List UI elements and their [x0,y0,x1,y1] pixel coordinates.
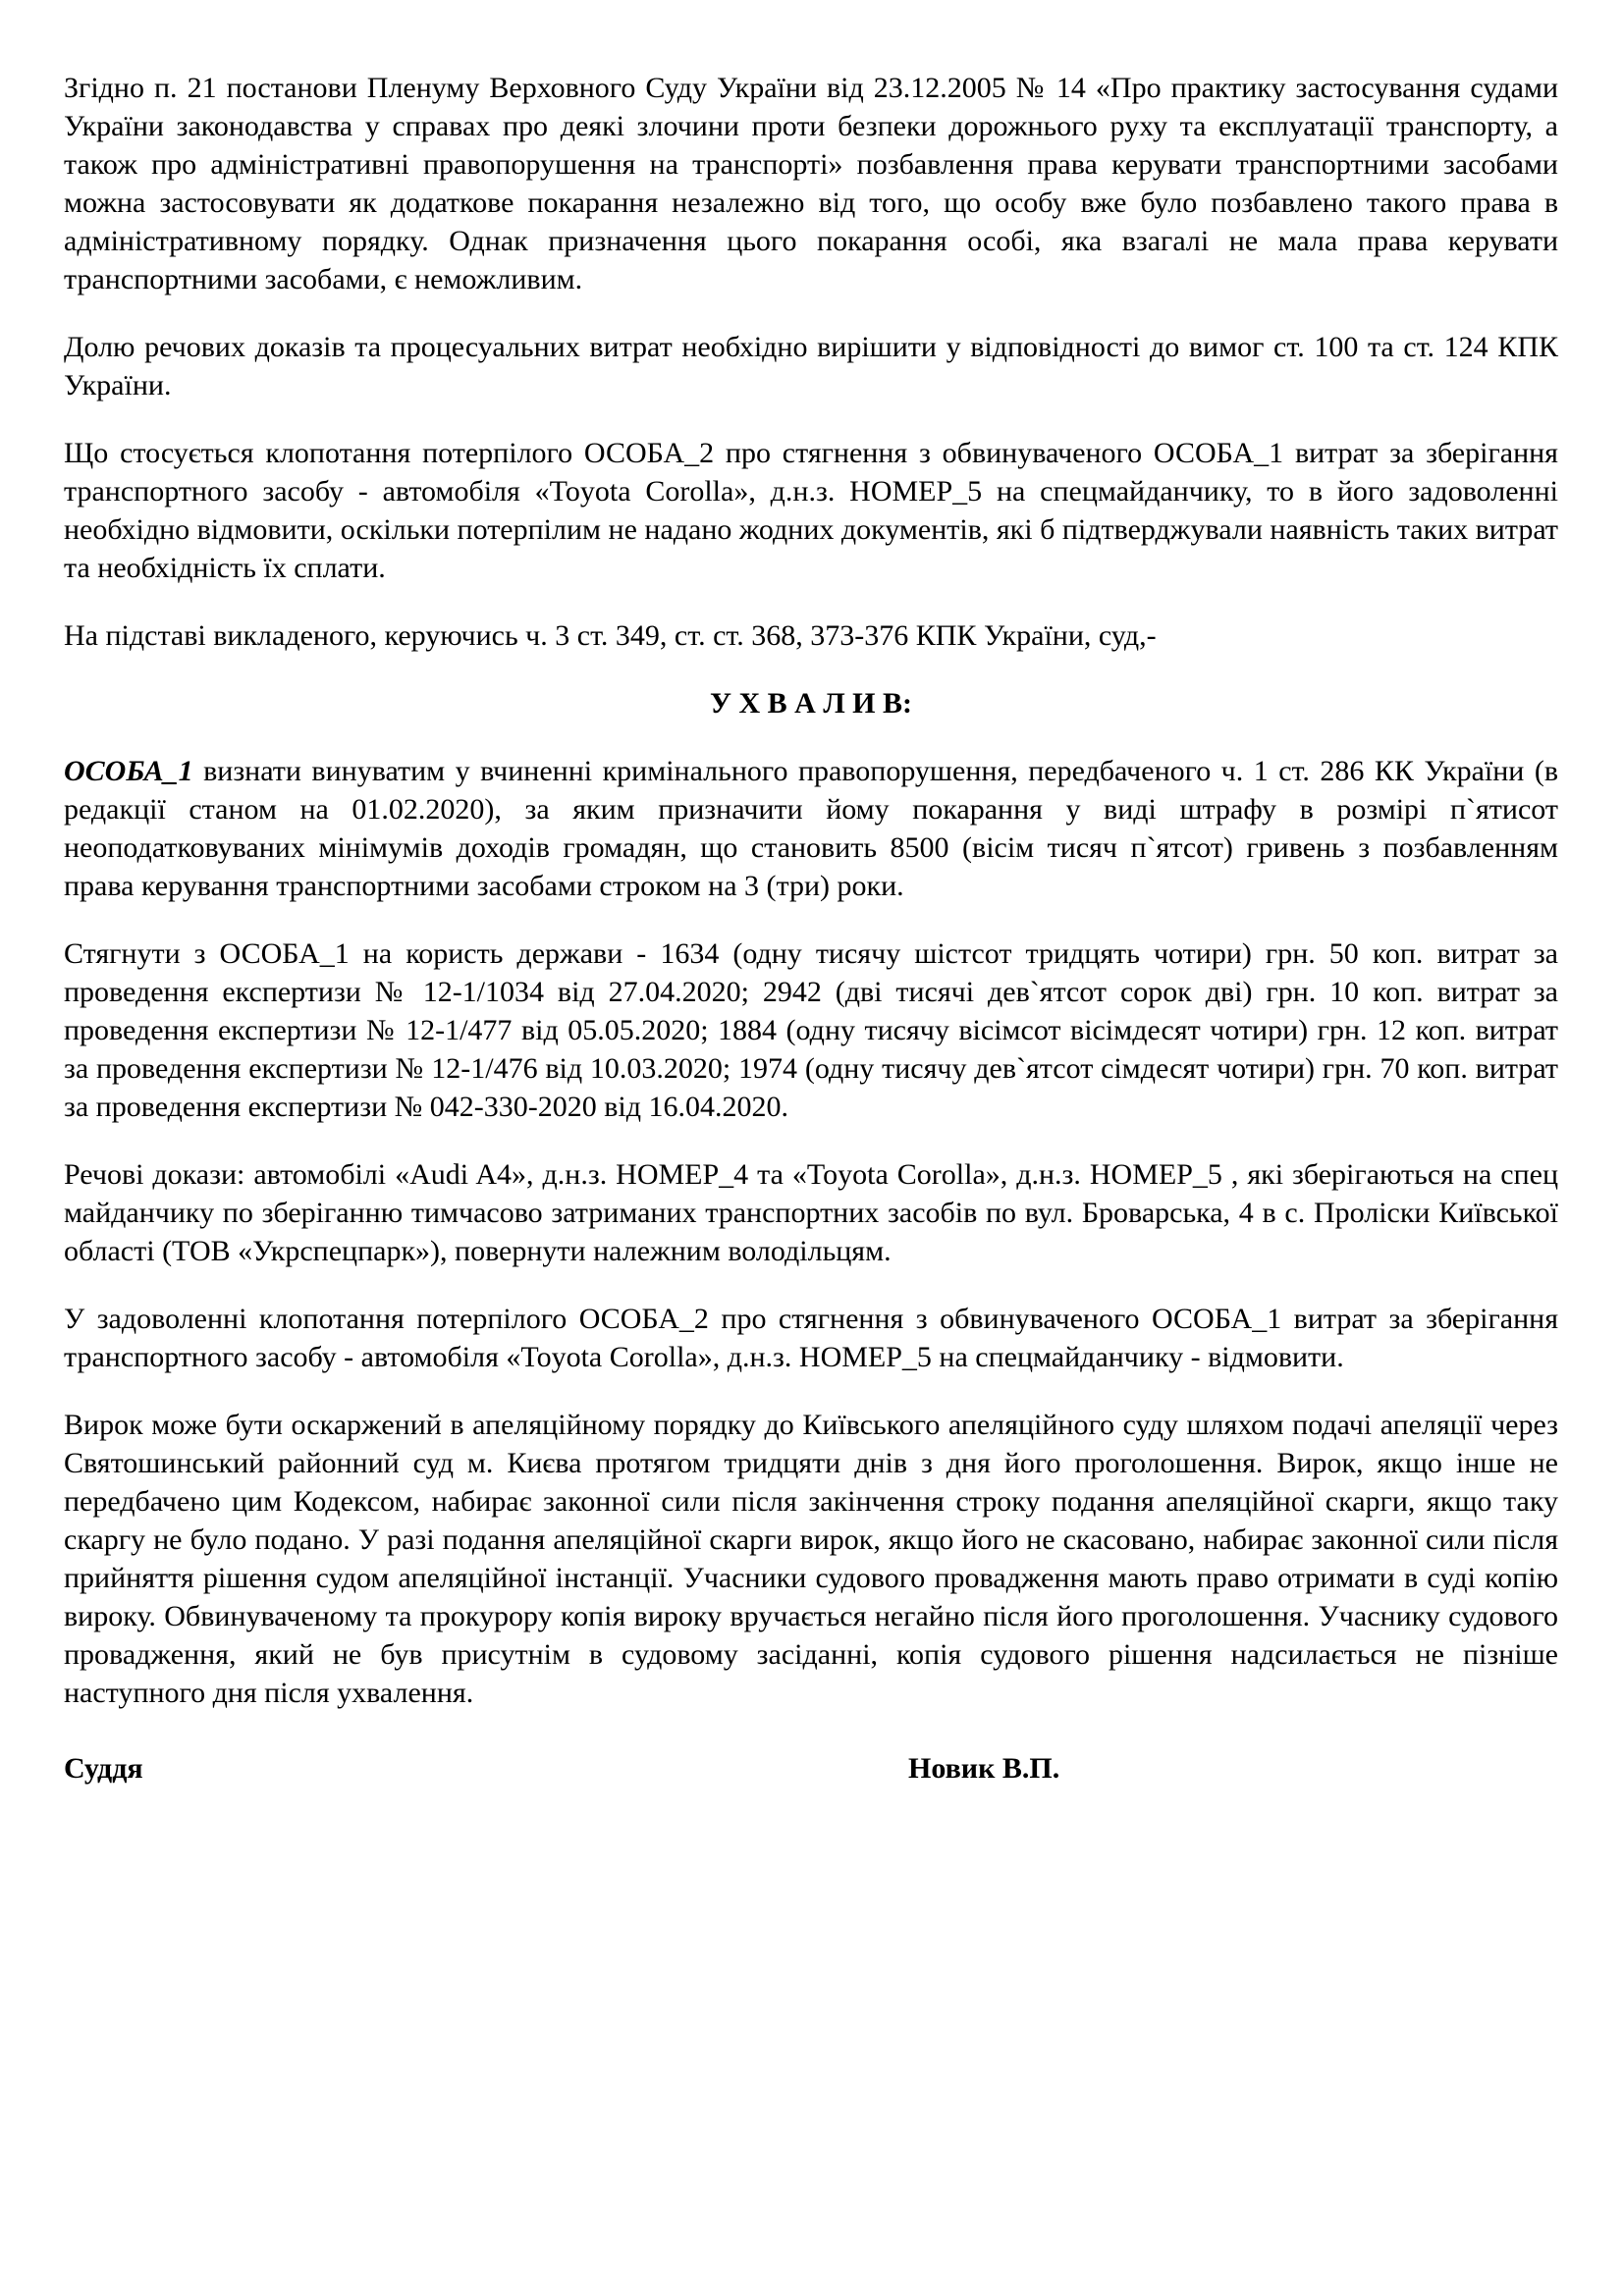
paragraph-evidence-and-costs: Долю речових доказів та процесуальних витрат необхідно вирішити у відповідності до вимог ст. 100 та ст. 124 КПК України. [64,331,1558,401]
paragraph-appeal-procedure: Вирок може бути оскаржений в апеляційному порядку до Київського апеляційного суду шляхом подачі апеляції через Святошинський районний суд м. Києва протягом тридцяти днів з дня його проголошення. Вирок, якщо інше не передбачено цим Кодексом, набирає законної сили після закінчення строку подання апеляційної скарги, якщо таку скаргу не було подано. У разі подання апеляційної скарги вирок, якщо його не скасовано, набирає законної сили після прийняття рішення судом апеляційної інстанції. Учасники судового провадження мають право отримати в суді копію вироку. Обвинуваченому та прокурору копія вироку вручається негайно після його проголошення. Учаснику судового провадження, який не був присутнім в судовому засіданні, копія судового рішення надсилається не пізніше наступного дня після ухвалення. [64,1409,1558,1709]
person-1-reference: ОСОБА_1 [64,755,193,787]
guilty-verdict-text: визнати винуватим у вчиненні кримінального правопорушення, передбаченого ч. 1 ст. 286 КК України (в редакції станом на 01.02.2020), за яким призначити йому покарання у виді штрафу в розмірі п`ятисот неоподатковуваних мінімумів доходів громадян, що становить 8500 (вісім тисяч п`ятсот) гривень з позбавленням права керування транспортними засобами строком на 3 (три) роки. [64,755,1558,902]
judge-role-label: Суддя [64,1752,143,1785]
judge-name: Новик В.П. [908,1752,1060,1785]
paragraph-claim-denied: У задоволенні клопотання потерпілого ОСОБА_2 про стягнення з обвинуваченого ОСОБА_1 витрат за зберігання транспортного засобу - автомобіля «Toyota Corolla», д.н.з. НОМЕР_5 на спецмайданчику - відмовити. [64,1303,1558,1373]
paragraph-guilty-verdict [64,752,1558,905]
paragraph-legal-basis: На підставі викладеного, керуючись ч. 3 ст. 349, ст. ст. 368, 373-376 КПК України, суд,- [64,619,1157,652]
paragraph-expert-costs: Стягнути з ОСОБА_1 на користь держави - 1634 (одну тисячу шістсот тридцять чотири) грн. 50 коп. витрат за проведення експертизи № 12-1/1034 від 27.04.2020; 2942 (дві тисячі дев`ятсот сорок дві) грн. 10 коп. витрат за проведення експертизи № 12-1/477 від 05.05.2020; 1884 (одну тисячу вісімсот вісімдесят чотири) грн. 12 коп. витрат за проведення експертизи № 12-1/476 від 10.03.2020; 1974 (одну тисячу дев`ятсот сімдесят чотири) грн. 70 коп. витрат за проведення експертизи № 042-330-2020 від 16.04.2020. [64,937,1558,1123]
paragraph-material-evidence: Речові докази: автомобілі «Audi A4», д.н.з. НОМЕР_4 та «Toyota Corolla», д.н.з. НОМЕР_5 , які зберігаються на спец майданчику по зберіганню тимчасово затриманих транспортних засобів по вул. Броварська, 4 в с. Проліски Київської області (ТОВ «Укрспецпарк»), повернути належним володільцям. [64,1158,1558,1267]
paragraph-plenum-ruling: Згідно п. 21 постанови Пленуму Верховного Суду України від 23.12.2005 № 14 «Про практику застосування судами України законодавства у справах про деякі злочини проти безпеки дорожнього руху та експлуатації транспорту, а також про адміністративні правопорушення на транспорті» позбавлення права керувати транспортними засобами можна застосовувати як додаткове покарання незалежно від того, що особу вже було позбавлено такого права в адміністративному порядку. Однак призначення цього покарання особі, яка взагалі не мала права керувати транспортними засобами, є неможливим. [64,72,1558,295]
resolution-heading: У Х В А Л И В: [709,687,913,720]
signature-row [64,1749,1558,1788]
paragraph-victim-claim: Що стосується клопотання потерпілого ОСОБА_2 про стягнення з обвинуваченого ОСОБА_1 витрат за зберігання транспортного засобу - автомобіля «Toyota Corolla», д.н.з. НОМЕР_5 на спецмайданчику, то в його задоволенні необхідно відмовити, оскільки потерпілим не надано жодних документів, які б підтверджували наявність таких витрат та необхідність їх сплати. [64,437,1558,584]
